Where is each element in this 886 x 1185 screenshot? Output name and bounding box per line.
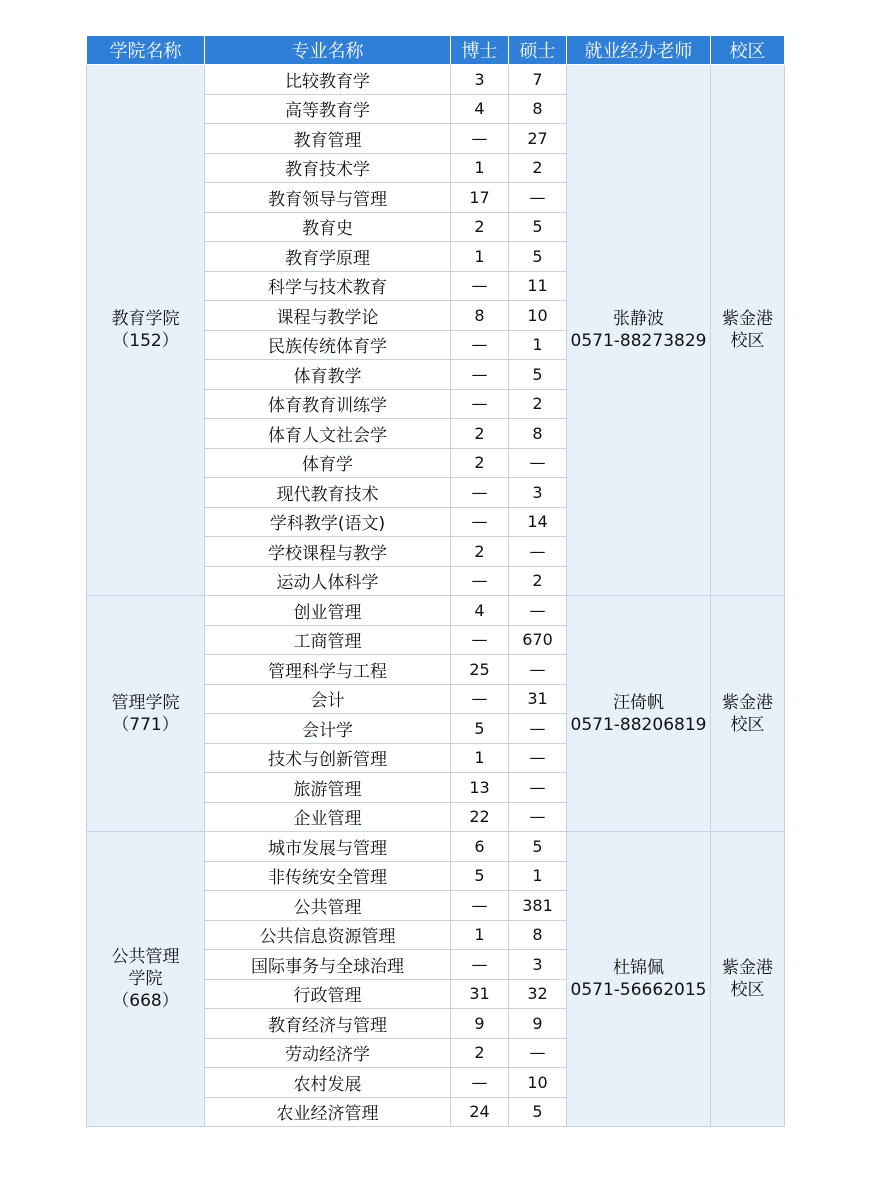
phd-count-cell: — (451, 330, 509, 360)
table-body (87, 65, 785, 1127)
major-name-cell: 创业管理 (205, 596, 451, 626)
major-name-cell: 城市发展与管理 (205, 832, 451, 862)
master-count-cell: 5 (509, 832, 567, 862)
phd-count-cell: 6 (451, 832, 509, 862)
major-name-cell: 国际事务与全球治理 (205, 950, 451, 980)
major-name-cell: 学校课程与教学 (205, 537, 451, 567)
phd-count-cell: 5 (451, 861, 509, 891)
phd-count-cell: 4 (451, 596, 509, 626)
college-name-line: 学院 (128, 969, 163, 989)
campus-cell (711, 65, 785, 596)
phd-count-cell: 4 (451, 94, 509, 124)
table-row (87, 596, 785, 626)
master-count-cell: 1 (509, 861, 567, 891)
campus-line: 校区 (730, 980, 765, 1000)
master-count-cell: 5 (509, 242, 567, 272)
phd-count-cell: — (451, 566, 509, 596)
master-count-cell: 3 (509, 950, 567, 980)
phd-count-cell: 3 (451, 65, 509, 95)
master-count-cell: 9 (509, 1009, 567, 1039)
master-count-cell: — (509, 183, 567, 213)
phd-count-cell: — (451, 478, 509, 508)
major-name-cell: 教育管理 (205, 124, 451, 154)
college-name-line: 教育学院 (111, 309, 180, 329)
major-name-cell: 科学与技术教育 (205, 271, 451, 301)
master-count-cell: 5 (509, 1097, 567, 1127)
teacher-phone: 0571-88273829 (570, 331, 707, 351)
campus-line: 紫金港 (722, 692, 773, 713)
major-name-cell: 行政管理 (205, 979, 451, 1009)
college-name-line: 管理学院 (111, 692, 180, 713)
master-count-cell: — (509, 743, 567, 773)
teacher-phone: 0571-56662015 (570, 980, 707, 1000)
phd-count-cell: 1 (451, 153, 509, 183)
phd-count-cell: 2 (451, 419, 509, 449)
major-name-cell: 体育教学 (205, 360, 451, 390)
master-count-cell: — (509, 596, 567, 626)
major-name-cell: 农业经济管理 (205, 1097, 451, 1127)
phd-count-cell: 24 (451, 1097, 509, 1127)
phd-count-cell: 25 (451, 655, 509, 685)
master-count-cell: 2 (509, 389, 567, 419)
major-name-cell: 运动人体科学 (205, 566, 451, 596)
master-count-cell: — (509, 448, 567, 478)
teacher-cell (567, 596, 711, 832)
major-name-cell: 教育史 (205, 212, 451, 242)
master-count-cell: 3 (509, 478, 567, 508)
phd-count-cell: 1 (451, 242, 509, 272)
major-name-cell: 会计学 (205, 714, 451, 744)
phd-count-cell: — (451, 950, 509, 980)
major-name-cell: 旅游管理 (205, 773, 451, 803)
teacher-name: 杜锦佩 (613, 958, 664, 978)
master-count-cell: 11 (509, 271, 567, 301)
phd-count-cell: — (451, 1068, 509, 1098)
master-count-cell: 10 (509, 1068, 567, 1098)
phd-count-cell: 31 (451, 979, 509, 1009)
major-name-cell: 教育技术学 (205, 153, 451, 183)
campus-line: 紫金港 (722, 958, 773, 978)
master-count-cell: 2 (509, 153, 567, 183)
phd-count-cell: — (451, 684, 509, 714)
phd-count-cell: 1 (451, 920, 509, 950)
master-count-cell: 7 (509, 65, 567, 95)
major-name-cell: 农村发展 (205, 1068, 451, 1098)
header-campus: 校区 (711, 36, 785, 65)
enrollment-table (86, 35, 785, 1127)
master-count-cell: 670 (509, 625, 567, 655)
phd-count-cell: — (451, 891, 509, 921)
master-count-cell: — (509, 773, 567, 803)
master-count-cell: 31 (509, 684, 567, 714)
master-count-cell: 10 (509, 301, 567, 331)
phd-count-cell: 8 (451, 301, 509, 331)
teacher-cell (567, 832, 711, 1127)
master-count-cell: — (509, 655, 567, 685)
master-count-cell: — (509, 714, 567, 744)
major-name-cell: 体育人文社会学 (205, 419, 451, 449)
major-name-cell: 非传统安全管理 (205, 861, 451, 891)
college-name-line: （771） (112, 714, 179, 735)
phd-count-cell: 2 (451, 448, 509, 478)
major-name-cell: 公共信息资源管理 (205, 920, 451, 950)
phd-count-cell: 13 (451, 773, 509, 803)
major-name-cell: 教育经济与管理 (205, 1009, 451, 1039)
phd-count-cell: 1 (451, 743, 509, 773)
header-master: 硕士 (509, 36, 567, 65)
phd-count-cell: 2 (451, 1038, 509, 1068)
master-count-cell: 381 (509, 891, 567, 921)
major-name-cell: 公共管理 (205, 891, 451, 921)
phd-count-cell: — (451, 625, 509, 655)
master-count-cell: 2 (509, 566, 567, 596)
campus-line: 校区 (730, 714, 765, 735)
teacher-name: 张静波 (613, 309, 664, 329)
master-count-cell: 27 (509, 124, 567, 154)
master-count-cell: 14 (509, 507, 567, 537)
major-name-cell: 技术与创新管理 (205, 743, 451, 773)
header-phd: 博士 (451, 36, 509, 65)
phd-count-cell: — (451, 124, 509, 154)
campus-cell (711, 832, 785, 1127)
major-name-cell: 教育领导与管理 (205, 183, 451, 213)
phd-count-cell: 2 (451, 212, 509, 242)
college-name-cell (87, 65, 205, 596)
phd-count-cell: 2 (451, 537, 509, 567)
major-name-cell: 管理科学与工程 (205, 655, 451, 685)
header-college: 学院名称 (87, 36, 205, 65)
major-name-cell: 比较教育学 (205, 65, 451, 95)
header-row (87, 36, 785, 65)
phd-count-cell: — (451, 360, 509, 390)
major-name-cell: 教育学原理 (205, 242, 451, 272)
major-name-cell: 企业管理 (205, 802, 451, 832)
master-count-cell: 8 (509, 419, 567, 449)
master-count-cell: — (509, 537, 567, 567)
master-count-cell: 5 (509, 212, 567, 242)
campus-cell (711, 596, 785, 832)
campus-line: 紫金港 (722, 309, 773, 329)
master-count-cell: 5 (509, 360, 567, 390)
phd-count-cell: 5 (451, 714, 509, 744)
master-count-cell: 1 (509, 330, 567, 360)
major-name-cell: 工商管理 (205, 625, 451, 655)
phd-count-cell: 22 (451, 802, 509, 832)
college-name-line: 公共管理 (111, 947, 180, 967)
major-name-cell: 高等教育学 (205, 94, 451, 124)
table-row (87, 65, 785, 95)
major-name-cell: 劳动经济学 (205, 1038, 451, 1068)
phd-count-cell: 17 (451, 183, 509, 213)
phd-count-cell: — (451, 389, 509, 419)
master-count-cell: 8 (509, 920, 567, 950)
major-name-cell: 体育教育训练学 (205, 389, 451, 419)
phd-count-cell: — (451, 271, 509, 301)
college-name-line: （152） (112, 331, 179, 351)
master-count-cell: — (509, 1038, 567, 1068)
campus-line: 校区 (730, 331, 765, 351)
master-count-cell: — (509, 802, 567, 832)
header-teacher: 就业经办老师 (567, 36, 711, 65)
college-name-cell (87, 596, 205, 832)
major-name-cell: 现代教育技术 (205, 478, 451, 508)
major-name-cell: 会计 (205, 684, 451, 714)
college-name-cell (87, 832, 205, 1127)
table-row (87, 832, 785, 862)
phd-count-cell: 9 (451, 1009, 509, 1039)
master-count-cell: 32 (509, 979, 567, 1009)
phd-count-cell: — (451, 507, 509, 537)
teacher-phone: 0571-88206819 (570, 714, 707, 735)
major-name-cell: 学科教学(语文) (205, 507, 451, 537)
major-name-cell: 体育学 (205, 448, 451, 478)
teacher-name: 汪倚帆 (613, 692, 664, 713)
major-name-cell: 课程与教学论 (205, 301, 451, 331)
master-count-cell: 8 (509, 94, 567, 124)
teacher-cell (567, 65, 711, 596)
header-major: 专业名称 (205, 36, 451, 65)
college-name-line: （668） (112, 991, 179, 1011)
major-name-cell: 民族传统体育学 (205, 330, 451, 360)
